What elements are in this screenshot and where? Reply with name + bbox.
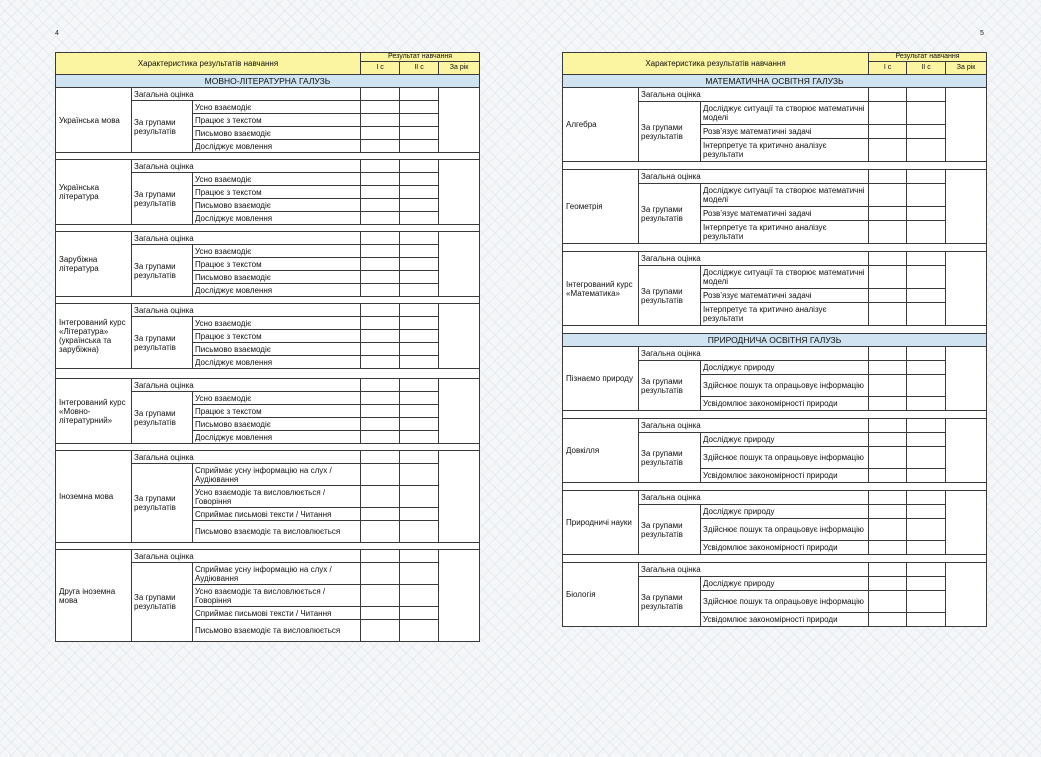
- result-item: Письмово взаємодіє та висловлюється: [193, 620, 361, 642]
- header-result: Результат навчання: [869, 53, 987, 62]
- groups-label: За групами результатів: [639, 266, 701, 326]
- grade-cell[interactable]: [400, 245, 439, 258]
- table-spacer: [563, 162, 987, 170]
- grade-cell[interactable]: [400, 521, 439, 543]
- result-item: Усвідомлює закономірності природи: [701, 397, 869, 411]
- page-number-left: 4: [55, 30, 59, 37]
- grade-cell[interactable]: [400, 379, 439, 392]
- result-item: Сприймає усну інформацію на слух / Аудіювання: [193, 464, 361, 486]
- grade-cell[interactable]: [400, 186, 439, 199]
- grade-cell[interactable]: [907, 519, 946, 541]
- left-assessment-table: [55, 52, 480, 642]
- table-spacer: [563, 483, 987, 491]
- table-spacer: [56, 225, 480, 232]
- grade-cell[interactable]: [907, 221, 946, 244]
- year-grade-cell[interactable]: [439, 304, 480, 369]
- grade-cell[interactable]: [400, 508, 439, 521]
- result-item: Досліджує ситуації та створює математичні моделі: [701, 184, 869, 207]
- result-item: Інтерпретує та критично аналізує результати: [701, 139, 869, 162]
- header-year: За рік: [439, 62, 480, 75]
- grade-cell[interactable]: [869, 419, 907, 433]
- grade-cell[interactable]: [869, 397, 907, 411]
- grade-cell[interactable]: [869, 207, 907, 221]
- grade-cell[interactable]: [400, 343, 439, 356]
- grade-cell[interactable]: [400, 258, 439, 271]
- left-page: [55, 52, 480, 642]
- general-assessment-label: Загальна оцінка: [132, 550, 361, 563]
- result-item: Усно взаємодіє та висловлюється / Говоріння: [193, 585, 361, 607]
- grade-cell[interactable]: [869, 491, 907, 505]
- grade-cell[interactable]: [361, 563, 400, 585]
- grade-cell[interactable]: [869, 88, 907, 102]
- subject-name: Пізнаємо природу: [563, 347, 639, 411]
- groups-label: За групами результатів: [639, 184, 701, 244]
- grade-cell[interactable]: [907, 266, 946, 289]
- page-number-right: 5: [980, 30, 984, 37]
- result-item: Письмово взаємодіє: [193, 271, 361, 284]
- result-item: Усвідомлює закономірності природи: [701, 613, 869, 627]
- grade-cell[interactable]: [869, 102, 907, 125]
- grade-cell[interactable]: [361, 304, 400, 317]
- grade-cell[interactable]: [907, 491, 946, 505]
- table-spacer: [56, 153, 480, 160]
- groups-label: За групами результатів: [132, 101, 193, 153]
- grade-cell[interactable]: [361, 405, 400, 418]
- result-item: Досліджує мовлення: [193, 140, 361, 153]
- result-item: Письмово взаємодіє: [193, 199, 361, 212]
- table-spacer: [563, 244, 987, 252]
- grade-cell[interactable]: [361, 451, 400, 464]
- table-spacer: [56, 297, 480, 304]
- groups-label: За групами результатів: [132, 317, 193, 369]
- grade-cell[interactable]: [907, 125, 946, 139]
- grade-cell[interactable]: [361, 379, 400, 392]
- grade-cell[interactable]: [361, 330, 400, 343]
- header-result: Результат навчання: [361, 53, 480, 62]
- result-item: Досліджує ситуації та створює математичні моделі: [701, 102, 869, 125]
- groups-label: За групами результатів: [639, 361, 701, 411]
- grade-cell[interactable]: [361, 486, 400, 508]
- general-assessment-label: Загальна оцінка: [639, 491, 869, 505]
- grade-cell[interactable]: [361, 585, 400, 607]
- grade-cell[interactable]: [869, 252, 907, 266]
- grade-cell[interactable]: [400, 304, 439, 317]
- grade-cell[interactable]: [400, 563, 439, 585]
- result-item: Здійснює пошук та опрацьовує інформацію: [701, 375, 869, 397]
- header-semester-1: І с: [361, 62, 400, 75]
- subject-name: Інтегрований курс «Математика»: [563, 252, 639, 326]
- grade-cell[interactable]: [361, 258, 400, 271]
- groups-label: За групами результатів: [639, 102, 701, 162]
- grade-cell[interactable]: [869, 591, 907, 613]
- result-item: Письмово взаємодіє: [193, 343, 361, 356]
- right-assessment-table: [562, 52, 987, 627]
- grade-cell[interactable]: [361, 212, 400, 225]
- grade-cell[interactable]: [869, 375, 907, 397]
- grade-cell[interactable]: [361, 101, 400, 114]
- grade-cell[interactable]: [361, 127, 400, 140]
- result-item: Усвідомлює закономірності природи: [701, 469, 869, 483]
- grade-cell[interactable]: [907, 505, 946, 519]
- grade-cell[interactable]: [400, 405, 439, 418]
- header-semester-2: ІІ с: [907, 62, 946, 75]
- grade-cell[interactable]: [869, 347, 907, 361]
- general-assessment-label: Загальна оцінка: [639, 88, 869, 102]
- grade-cell[interactable]: [361, 245, 400, 258]
- grade-cell[interactable]: [907, 469, 946, 483]
- grade-cell[interactable]: [400, 173, 439, 186]
- grade-cell[interactable]: [400, 271, 439, 284]
- grade-cell[interactable]: [400, 284, 439, 297]
- grade-cell[interactable]: [869, 125, 907, 139]
- result-item: Працює з текстом: [193, 114, 361, 127]
- grade-cell[interactable]: [361, 114, 400, 127]
- year-grade-cell[interactable]: [946, 491, 987, 555]
- grade-cell[interactable]: [869, 447, 907, 469]
- grade-cell[interactable]: [361, 464, 400, 486]
- result-item: Сприймає письмові тексти / Читання: [193, 508, 361, 521]
- grade-cell[interactable]: [907, 375, 946, 397]
- general-assessment-label: Загальна оцінка: [639, 563, 869, 577]
- grade-cell[interactable]: [361, 199, 400, 212]
- year-grade-cell[interactable]: [439, 550, 480, 642]
- grade-cell[interactable]: [400, 418, 439, 431]
- table-spacer: [563, 555, 987, 563]
- year-grade-cell[interactable]: [946, 170, 987, 244]
- header-characteristic: Характеристика результатів навчання: [56, 53, 361, 75]
- year-grade-cell[interactable]: [439, 451, 480, 543]
- result-item: Усно взаємодіє: [193, 101, 361, 114]
- grade-cell[interactable]: [907, 541, 946, 555]
- year-grade-cell[interactable]: [439, 88, 480, 153]
- result-item: Інтерпретує та критично аналізує результати: [701, 221, 869, 244]
- grade-cell[interactable]: [400, 392, 439, 405]
- grade-cell[interactable]: [400, 451, 439, 464]
- subject-name: Українська мова: [56, 88, 132, 153]
- grade-cell[interactable]: [869, 184, 907, 207]
- grade-cell[interactable]: [907, 591, 946, 613]
- grade-cell[interactable]: [869, 577, 907, 591]
- grade-cell[interactable]: [400, 160, 439, 173]
- general-assessment-label: Загальна оцінка: [132, 304, 361, 317]
- grade-cell[interactable]: [400, 486, 439, 508]
- section-natural-sciences: ПРИРОДНИЧА ОСВІТНЯ ГАЛУЗЬ: [563, 334, 987, 347]
- grade-cell[interactable]: [400, 114, 439, 127]
- result-item: Усно взаємодіє та висловлюється / Говоріння: [193, 486, 361, 508]
- grade-cell[interactable]: [907, 184, 946, 207]
- grade-cell[interactable]: [400, 127, 439, 140]
- grade-cell[interactable]: [869, 433, 907, 447]
- header-characteristic: Характеристика результатів навчання: [563, 53, 869, 75]
- subject-name: Друга іноземна мова: [56, 550, 132, 642]
- grade-cell[interactable]: [869, 221, 907, 244]
- groups-label: За групами результатів: [639, 505, 701, 555]
- grade-cell[interactable]: [400, 585, 439, 607]
- grade-cell[interactable]: [361, 431, 400, 444]
- result-item: Здійснює пошук та опрацьовує інформацію: [701, 519, 869, 541]
- grade-cell[interactable]: [907, 447, 946, 469]
- grade-cell[interactable]: [361, 186, 400, 199]
- result-item: Усно взаємодіє: [193, 245, 361, 258]
- grade-cell[interactable]: [361, 343, 400, 356]
- year-grade-cell[interactable]: [946, 419, 987, 483]
- grade-cell[interactable]: [869, 170, 907, 184]
- result-item: Розв’язує математичні задачі: [701, 289, 869, 303]
- year-grade-cell[interactable]: [439, 160, 480, 225]
- grade-cell[interactable]: [361, 356, 400, 369]
- result-item: Досліджує природу: [701, 433, 869, 447]
- result-item: Досліджує мовлення: [193, 212, 361, 225]
- year-grade-cell[interactable]: [946, 252, 987, 326]
- result-item: Працює з текстом: [193, 186, 361, 199]
- result-item: Розв’язує математичні задачі: [701, 207, 869, 221]
- grade-cell[interactable]: [869, 469, 907, 483]
- grade-cell[interactable]: [361, 418, 400, 431]
- grade-cell[interactable]: [400, 140, 439, 153]
- grade-cell[interactable]: [907, 88, 946, 102]
- subject-name: Природничі науки: [563, 491, 639, 555]
- grade-cell[interactable]: [869, 519, 907, 541]
- grade-cell[interactable]: [361, 550, 400, 563]
- grade-cell[interactable]: [907, 170, 946, 184]
- year-grade-cell[interactable]: [946, 563, 987, 627]
- table-spacer: [56, 369, 480, 379]
- general-assessment-label: Загальна оцінка: [132, 232, 361, 245]
- grade-cell[interactable]: [869, 541, 907, 555]
- grade-cell[interactable]: [869, 613, 907, 627]
- general-assessment-label: Загальна оцінка: [132, 160, 361, 173]
- general-assessment-label: Загальна оцінка: [639, 252, 869, 266]
- grade-cell[interactable]: [400, 607, 439, 620]
- header-semester-2: ІІ с: [400, 62, 439, 75]
- general-assessment-label: Загальна оцінка: [639, 347, 869, 361]
- grade-cell[interactable]: [361, 173, 400, 186]
- grade-cell[interactable]: [361, 521, 400, 543]
- grade-cell[interactable]: [400, 431, 439, 444]
- grade-cell[interactable]: [400, 232, 439, 245]
- year-grade-cell[interactable]: [946, 347, 987, 411]
- groups-label: За групами результатів: [132, 245, 193, 297]
- general-assessment-label: Загальна оцінка: [132, 88, 361, 101]
- subject-name: Алгебра: [563, 88, 639, 162]
- grade-cell[interactable]: [361, 88, 400, 101]
- grade-cell[interactable]: [361, 140, 400, 153]
- result-item: Досліджує природу: [701, 361, 869, 375]
- result-item: Здійснює пошук та опрацьовує інформацію: [701, 591, 869, 613]
- grade-cell[interactable]: [400, 317, 439, 330]
- general-assessment-label: Загальна оцінка: [132, 451, 361, 464]
- grade-cell[interactable]: [361, 607, 400, 620]
- result-item: Усно взаємодіє: [193, 173, 361, 186]
- grade-cell[interactable]: [907, 139, 946, 162]
- result-item: Досліджує мовлення: [193, 284, 361, 297]
- table-spacer: [563, 411, 987, 419]
- grade-cell[interactable]: [869, 563, 907, 577]
- general-assessment-label: Загальна оцінка: [132, 379, 361, 392]
- grade-cell[interactable]: [361, 317, 400, 330]
- result-item: Здійснює пошук та опрацьовує інформацію: [701, 447, 869, 469]
- grade-cell[interactable]: [907, 563, 946, 577]
- grade-cell[interactable]: [361, 284, 400, 297]
- grade-cell[interactable]: [400, 620, 439, 642]
- grade-cell[interactable]: [907, 347, 946, 361]
- groups-label: За групами результатів: [639, 577, 701, 627]
- grade-cell[interactable]: [361, 160, 400, 173]
- subject-name: Українська література: [56, 160, 132, 225]
- table-spacer: [56, 543, 480, 550]
- grade-cell[interactable]: [361, 508, 400, 521]
- result-item: Сприймає письмові тексти / Читання: [193, 607, 361, 620]
- table-spacer: [563, 326, 987, 334]
- result-item: Працює з текстом: [193, 405, 361, 418]
- grade-cell[interactable]: [400, 356, 439, 369]
- grade-cell[interactable]: [907, 433, 946, 447]
- grade-cell[interactable]: [907, 577, 946, 591]
- grade-cell[interactable]: [907, 102, 946, 125]
- grade-cell[interactable]: [400, 88, 439, 101]
- subject-name: Інтегрований курс «Мовно-літературний»: [56, 379, 132, 444]
- grade-cell[interactable]: [400, 199, 439, 212]
- grade-cell[interactable]: [400, 101, 439, 114]
- right-page: [562, 52, 987, 627]
- subject-name: Іноземна мова: [56, 451, 132, 543]
- grade-cell[interactable]: [907, 303, 946, 326]
- grade-cell[interactable]: [361, 271, 400, 284]
- grade-cell[interactable]: [400, 212, 439, 225]
- general-assessment-label: Загальна оцінка: [639, 419, 869, 433]
- result-item: Усно взаємодіє: [193, 392, 361, 405]
- result-item: Інтерпретує та критично аналізує результати: [701, 303, 869, 326]
- result-item: Працює з текстом: [193, 330, 361, 343]
- subject-name: Зарубіжна література: [56, 232, 132, 297]
- grade-cell[interactable]: [907, 361, 946, 375]
- grade-cell[interactable]: [907, 419, 946, 433]
- grade-cell[interactable]: [869, 266, 907, 289]
- groups-label: За групами результатів: [132, 392, 193, 444]
- year-grade-cell[interactable]: [439, 232, 480, 297]
- result-item: Письмово взаємодіє та висловлюється: [193, 521, 361, 543]
- subject-name: Геометрія: [563, 170, 639, 244]
- table-spacer: [56, 444, 480, 451]
- grade-cell[interactable]: [869, 505, 907, 519]
- subject-name: Довкілля: [563, 419, 639, 483]
- grade-cell[interactable]: [361, 392, 400, 405]
- grade-cell[interactable]: [361, 232, 400, 245]
- grade-cell[interactable]: [361, 620, 400, 642]
- result-item: Працює з текстом: [193, 258, 361, 271]
- grade-cell[interactable]: [869, 361, 907, 375]
- grade-cell[interactable]: [907, 397, 946, 411]
- grade-cell[interactable]: [400, 330, 439, 343]
- result-item: Письмово взаємодіє: [193, 418, 361, 431]
- result-item: Усвідомлює закономірності природи: [701, 541, 869, 555]
- grade-cell[interactable]: [869, 139, 907, 162]
- grade-cell[interactable]: [869, 303, 907, 326]
- header-semester-1: І с: [869, 62, 907, 75]
- result-item: Досліджує природу: [701, 505, 869, 519]
- subject-name: Інтегрований курс «Література» (українська та зарубіжна): [56, 304, 132, 369]
- section-mathematics: МАТЕМАТИЧНА ОСВІТНЯ ГАЛУЗЬ: [563, 75, 987, 88]
- grade-cell[interactable]: [400, 550, 439, 563]
- year-grade-cell[interactable]: [439, 379, 480, 444]
- grade-cell[interactable]: [907, 613, 946, 627]
- year-grade-cell[interactable]: [946, 88, 987, 162]
- grade-cell[interactable]: [869, 289, 907, 303]
- grade-cell[interactable]: [907, 252, 946, 266]
- grade-cell[interactable]: [400, 464, 439, 486]
- general-assessment-label: Загальна оцінка: [639, 170, 869, 184]
- grade-cell[interactable]: [907, 207, 946, 221]
- groups-label: За групами результатів: [132, 563, 193, 642]
- header-year: За рік: [946, 62, 987, 75]
- subject-name: Біологія: [563, 563, 639, 627]
- result-item: Розв’язує математичні задачі: [701, 125, 869, 139]
- groups-label: За групами результатів: [132, 464, 193, 543]
- section-language-literature: МОВНО-ЛІТЕРАТУРНА ГАЛУЗЬ: [56, 75, 480, 88]
- grade-cell[interactable]: [907, 289, 946, 303]
- result-item: Досліджує мовлення: [193, 356, 361, 369]
- result-item: Усно взаємодіє: [193, 317, 361, 330]
- result-item: Досліджує ситуації та створює математичні моделі: [701, 266, 869, 289]
- result-item: Досліджує мовлення: [193, 431, 361, 444]
- groups-label: За групами результатів: [132, 173, 193, 225]
- result-item: Досліджує природу: [701, 577, 869, 591]
- result-item: Сприймає усну інформацію на слух / Аудіювання: [193, 563, 361, 585]
- result-item: Письмово взаємодіє: [193, 127, 361, 140]
- groups-label: За групами результатів: [639, 433, 701, 483]
